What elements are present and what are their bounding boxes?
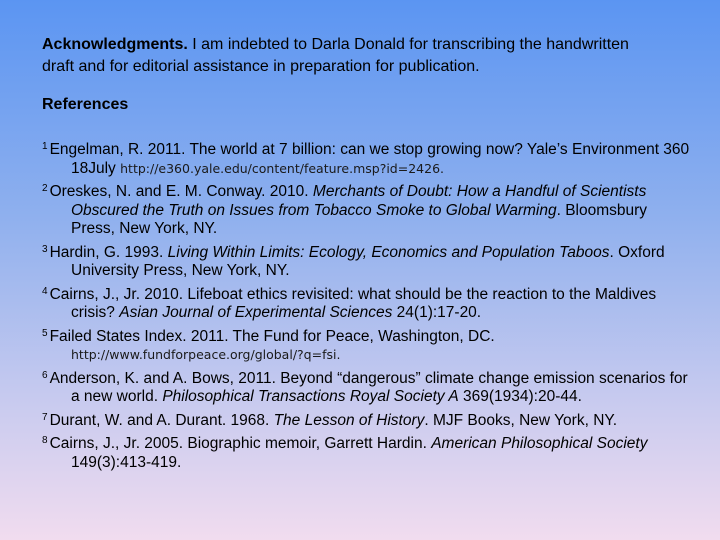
reference-number: 2 bbox=[42, 183, 48, 194]
reference-number: 5 bbox=[42, 327, 48, 339]
reference-text: Hardin, G. 1993. bbox=[49, 243, 164, 261]
reference-publisher: 24(1):17-20. bbox=[396, 304, 482, 321]
reference-item bbox=[42, 283, 692, 323]
reference-item bbox=[42, 138, 692, 178]
references-list bbox=[42, 138, 692, 474]
reference-url: http://www.fundforpeace.org/global/?q=fsi. bbox=[71, 347, 341, 362]
reference-title: Philosophical Transactions Royal Society A bbox=[162, 388, 459, 405]
references-title: References bbox=[42, 96, 129, 113]
reference-text: Failed States Index. 2011. The Fund for Peace, Washington, DC. bbox=[49, 327, 495, 345]
reference-number: 1 bbox=[42, 141, 48, 152]
reference-text: Cairns, J., Jr. 2010. Lifeboat ethics revisited: what should be the reaction to the Maldives crisis? bbox=[49, 285, 657, 321]
reference-item bbox=[42, 409, 692, 431]
reference-publisher: . Oxford University Press, New York, NY. bbox=[71, 243, 665, 279]
reference-title: Living Within Limits: Ecology, Economics and Population Taboos bbox=[167, 243, 610, 261]
reference-item bbox=[42, 367, 692, 407]
reference-text: Cairns, J., Jr. 2005. Biographic memoir, Garrett Hardin. bbox=[49, 435, 427, 452]
reference-text: Oreskes, N. and E. M. Conway. 2010. bbox=[49, 183, 309, 200]
reference-number: 6 bbox=[42, 369, 48, 381]
reference-item bbox=[42, 432, 692, 472]
reference-item bbox=[42, 241, 692, 281]
reference-text: Engelman, R. 2011. The world at 7 billion: can we stop growing now? Yale’s Environment 360 18July bbox=[49, 141, 690, 177]
reference-text: Anderson, K. and A. Bows, 2011. Beyond “dangerous” climate change emission scenarios for a new world. bbox=[49, 369, 688, 405]
acknowledgments-text: I am indebted to Darla Donald for transcribing the handwritten draft and for editorial assistance in preparation for publication. bbox=[42, 36, 629, 75]
reference-publisher: . MJF Books, New York, NY. bbox=[424, 411, 618, 429]
reference-publisher: 149(3):413-419. bbox=[71, 453, 182, 471]
reference-title: The Lesson of History bbox=[273, 411, 425, 429]
acknowledgments-heading: Acknowledgments. bbox=[42, 36, 188, 53]
reference-number: 4 bbox=[42, 285, 48, 297]
reference-title: Merchants of Doubt: How a Handful of Scientists Obscured the Truth on Issues from Tobacco Smoke to Global Warming bbox=[71, 183, 647, 219]
reference-title: American Philosophical Society bbox=[431, 435, 648, 452]
reference-title: Asian Journal of Experimental Sciences bbox=[119, 304, 393, 321]
reference-publisher: 369(1934):20-44. bbox=[463, 388, 582, 405]
reference-item bbox=[42, 325, 692, 365]
reference-number: 8 bbox=[42, 435, 48, 446]
reference-url: http://e360.yale.edu/content/feature.msp?id=2426. bbox=[120, 160, 444, 176]
reference-publisher: . Bloomsbury Press, New York, NY. bbox=[71, 201, 648, 237]
reference-number: 3 bbox=[42, 243, 48, 255]
reference-item bbox=[42, 180, 692, 239]
reference-number: 7 bbox=[42, 411, 48, 423]
reference-text: Durant, W. and A. Durant. 1968. bbox=[49, 411, 270, 429]
acknowledgments-paragraph bbox=[42, 34, 642, 78]
